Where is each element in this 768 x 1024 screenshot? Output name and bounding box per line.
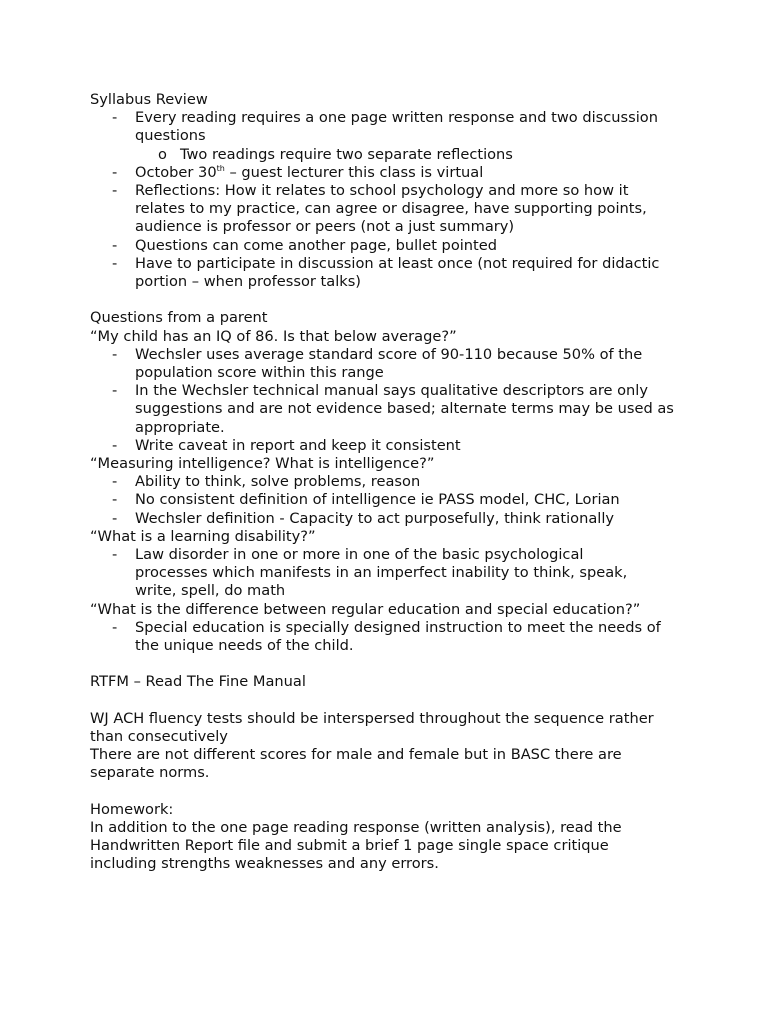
answer-item (90, 473, 690, 491)
answer-text: Law disorder in one or more in one of the basic psychological processes which manifests in an imperfect inability to think, speak, write, spell, do math (135, 546, 628, 600)
syllabus-item (90, 164, 690, 182)
dash-marker: - (112, 473, 118, 491)
answer-item (90, 510, 690, 528)
answer-item (90, 437, 690, 455)
answer-text: Wechsler definition - Capacity to act purposefully, think rationally (135, 509, 615, 527)
homework-text: In addition to the one page reading response (written analysis), read the Handwritten Report file and submit a brief 1 page single space critique including strengths weaknesses and any errors. (90, 819, 622, 873)
syllabus-item-text: Every reading requires a one page written response and two discussion questions (135, 109, 658, 145)
dash-marker: - (112, 509, 118, 527)
syllabus-item (90, 255, 690, 291)
rtfm-line: RTFM – Read The Fine Manual (90, 673, 306, 691)
answer-text: Ability to think, solve problems, reason (135, 473, 421, 491)
notes-paragraph: WJ ACH fluency tests should be interspersed throughout the sequence rather than consecutively (90, 709, 654, 746)
answer-text: In the Wechsler technical manual says qualitative descriptors are only suggestions and are not evidence based; alternate terms may be used as appropriate. (135, 382, 674, 436)
parent-question: “What is a learning disability?” (90, 527, 316, 545)
syllabus-item-text: Questions can come another page, bullet pointed (135, 236, 498, 254)
answer-item (90, 382, 690, 437)
dash-marker: - (112, 546, 118, 564)
ordinal-suffix: th (216, 163, 225, 173)
answer-item (90, 619, 690, 655)
dash-marker: - (112, 345, 118, 363)
dash-marker: - (112, 491, 118, 509)
dash-marker: - (112, 236, 118, 254)
syllabus-item-text: Reflections: How it relates to school psychology and more so how it relates to my practice, can agree or disagree, have supporting points, audience is professor or peers (not a just summary) (135, 182, 647, 236)
syllabus-subitem (90, 146, 690, 164)
answer-item (90, 346, 690, 382)
parent-question: “My child has an IQ of 86. Is that below average?” (90, 327, 457, 345)
dash-marker: - (112, 182, 118, 200)
parent-question: “Measuring intelligence? What is intelligence?” (90, 455, 435, 473)
answer-text: Special education is specially designed instruction to meet the needs of the unique needs of the child. (135, 618, 661, 655)
parent-questions-heading: Questions from a parent (90, 309, 268, 327)
dash-marker: - (112, 436, 118, 454)
date-text: October 30 (135, 163, 217, 181)
dash-marker: - (112, 109, 118, 127)
homework-heading: Homework: (90, 800, 174, 818)
parent-question: “What is the difference between regular education and special education?” (90, 600, 641, 618)
answer-item (90, 491, 690, 509)
guest-lecturer-text: – guest lecturer this class is virtual (224, 163, 484, 181)
syllabus-item-text: Have to participate in discussion at least once (not required for didactic portion – when professor talks) (135, 254, 660, 291)
dash-marker: - (112, 382, 118, 400)
syllabus-subitem-text: Two readings require two separate reflections (180, 145, 513, 163)
dash-marker: - (112, 163, 118, 181)
dash-marker: - (112, 618, 118, 636)
syllabus-heading: Syllabus Review (90, 91, 208, 108)
answer-text: No consistent definition of intelligence ie PASS model, CHC, Lorian (135, 491, 620, 509)
circle-marker: o (158, 145, 167, 163)
answer-text: Wechsler uses average standard score of 90-110 because 50% of the population score within this range (135, 345, 643, 382)
syllabus-item (90, 182, 690, 237)
answer-item (90, 546, 690, 601)
notes-paragraph: There are not different scores for male and female but in BASC there are separate norms. (90, 746, 622, 782)
answer-text: Write caveat in report and keep it consistent (135, 436, 461, 454)
syllabus-item (90, 109, 690, 145)
dash-marker: - (112, 254, 118, 272)
document-page (90, 91, 690, 874)
syllabus-item (90, 237, 690, 255)
